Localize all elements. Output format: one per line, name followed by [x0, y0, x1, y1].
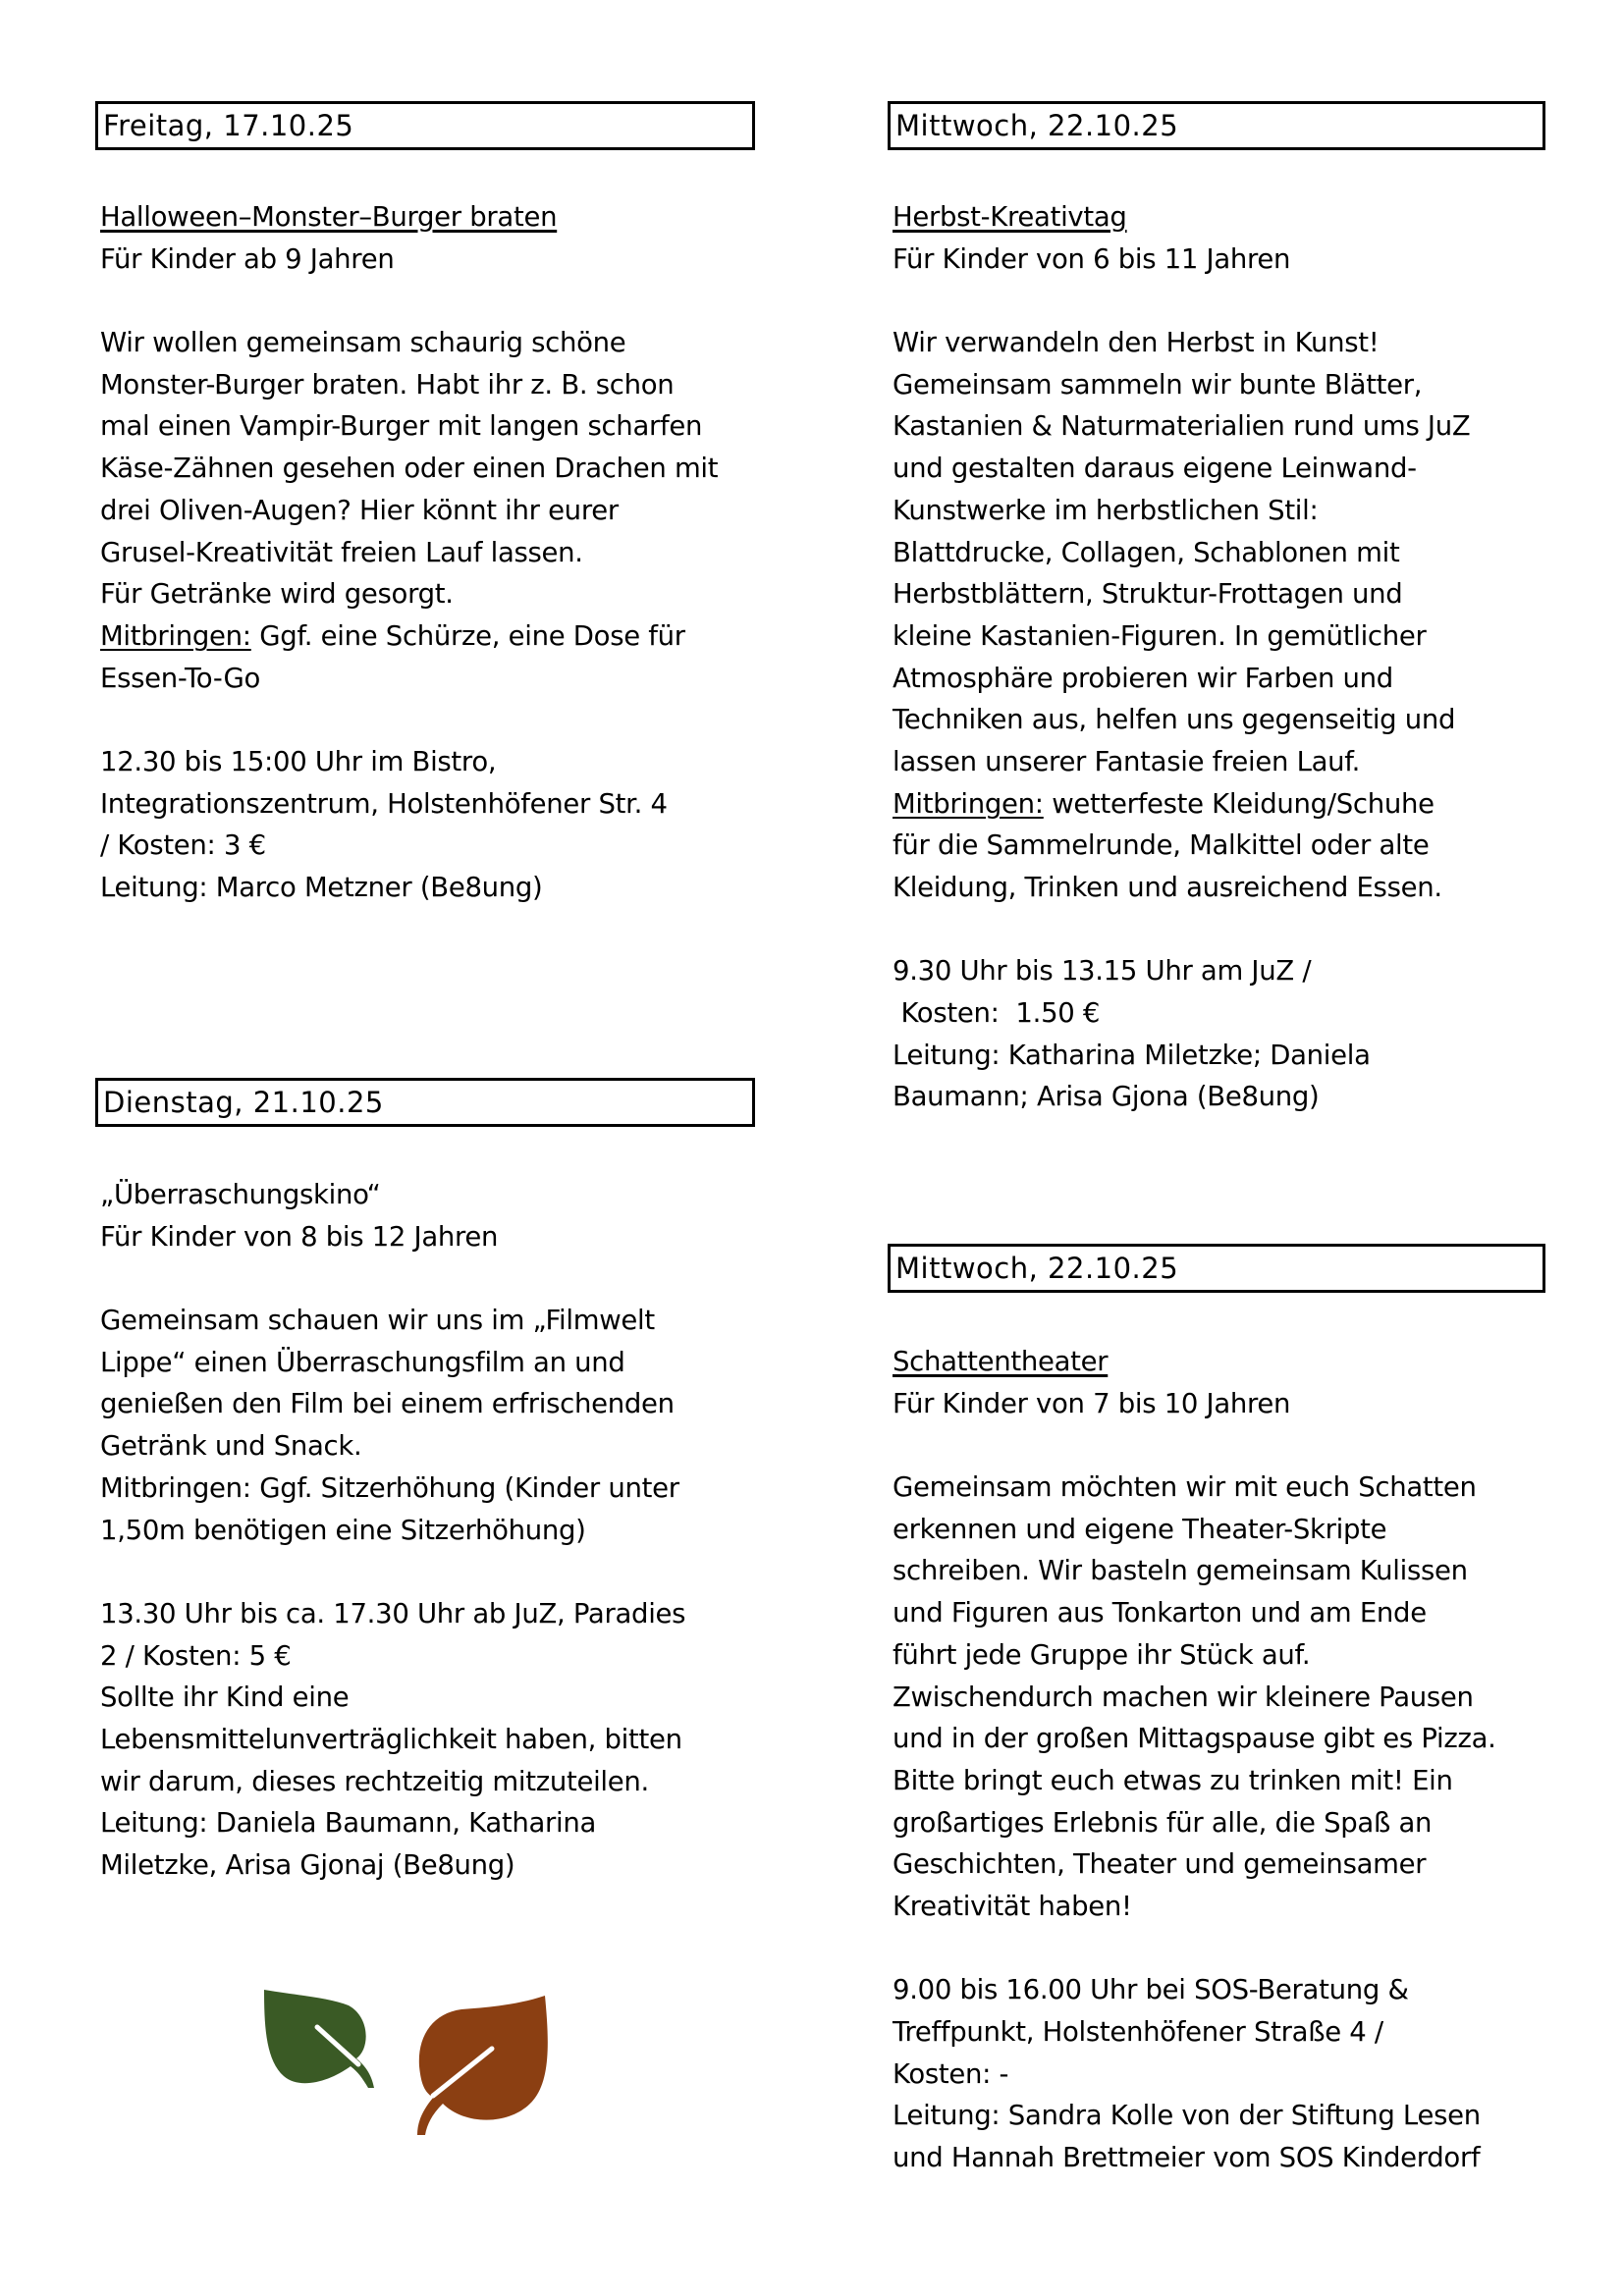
- detail-line: Lebensmittelunverträglichkeit haben, bitten: [100, 1723, 682, 1755]
- description-line: Zwischendurch machen wir kleinere Pausen: [893, 1681, 1474, 1713]
- event-herbst-kreativtag: [893, 196, 1545, 1118]
- event-age: Für Kinder ab 9 Jahren: [100, 242, 395, 275]
- detail-line: Leitung: Katharina Miletzke; Daniela: [893, 1039, 1371, 1071]
- event-title: Schattentheater: [893, 1346, 1109, 1377]
- event-date-box: [95, 101, 755, 150]
- event-title: „Überraschungskino“: [100, 1179, 381, 1210]
- description-line: Geschichten, Theater und gemeinsamer: [893, 1848, 1427, 1881]
- bring-label: Mitbringen:: [893, 787, 1044, 820]
- description-line: Gemeinsam sammeln wir bunte Blätter,: [893, 368, 1423, 400]
- bring-text: Kleidung, Trinken und ausreichend Essen.: [893, 872, 1442, 903]
- detail-line: Leitung: Sandra Kolle von der Stiftung Lesen: [893, 2100, 1481, 2132]
- description-line: drei Oliven-Augen? Hier könnt ihr eurer: [100, 494, 619, 526]
- detail-line: 13.30 Uhr bis ca. 17.30 Uhr ab JuZ, Paradies: [100, 1597, 686, 1629]
- description-line: Blattdrucke, Collagen, Schablonen mit: [893, 536, 1400, 568]
- detail-line: Sollte ihr Kind eine: [100, 1682, 350, 1714]
- description-line: Herbstblättern, Struktur-Frottagen und: [893, 578, 1403, 611]
- description-line: Monster-Burger braten. Habt ihr z. B. schon: [100, 368, 675, 400]
- leaf-icon-green: [264, 1990, 374, 2088]
- bring-text: Essen-To-Go: [100, 662, 261, 694]
- description-line: und Figuren aus Tonkarton und am Ende: [893, 1597, 1427, 1629]
- description-line: kleine Kastanien-Figuren. In gemütlicher: [893, 619, 1427, 652]
- detail-line: und Hannah Brettmeier vom SOS Kinderdorf: [893, 2142, 1481, 2174]
- description-line: Kreativität haben!: [893, 1890, 1132, 1922]
- description-line: Atmosphäre probieren wir Farben und: [893, 662, 1393, 694]
- leaves-decoration: [260, 1988, 555, 2145]
- bring-label: Mitbringen:: [100, 619, 251, 652]
- event-date-box: [888, 101, 1545, 150]
- description-line: schreiben. Wir basteln gemeinsam Kulissen: [893, 1555, 1468, 1587]
- description-line: großartiges Erlebnis für alle, die Spaß an: [893, 1806, 1433, 1839]
- bring-text: Ggf. eine Schürze, eine Dose für: [250, 619, 685, 652]
- description-line: Gemeinsam schauen wir uns im „Filmwelt: [100, 1305, 655, 1337]
- bring-text: für die Sammelrunde, Malkittel oder alte: [893, 829, 1430, 862]
- description-line: Grusel-Kreativität freien Lauf lassen.: [100, 536, 583, 568]
- detail-line: Kosten: 1.50 €: [893, 997, 1101, 1030]
- detail-line: / Kosten: 3 €: [100, 829, 266, 862]
- detail-line: 12.30 bis 15:00 Uhr im Bistro,: [100, 745, 497, 777]
- description-line: Kastanien & Naturmaterialien rund ums JuZ: [893, 410, 1471, 443]
- event-date: Freitag, 17.10.25: [103, 109, 354, 142]
- event-date: Dienstag, 21.10.25: [103, 1086, 384, 1119]
- detail-line: Integrationszentrum, Holstenhöfener Str. 4: [100, 787, 668, 820]
- description-line: und gestalten daraus eigene Leinwand-: [893, 453, 1417, 485]
- description-line: 1,50m benötigen eine Sitzerhöhung): [100, 1514, 586, 1546]
- event-date-box: [95, 1078, 755, 1127]
- detail-line: 9.00 bis 16.00 Uhr bei SOS-Beratung &: [893, 1974, 1409, 2006]
- description-line: Getränk und Snack.: [100, 1430, 362, 1463]
- description-line: Lippe“ einen Überraschungsfilm an und: [100, 1346, 625, 1378]
- description-line: und in der großen Mittagspause gibt es Pizza.: [893, 1723, 1496, 1755]
- description-line: Bitte bringt euch etwas zu trinken mit! Ein: [893, 1764, 1453, 1796]
- event-age: Für Kinder von 6 bis 11 Jahren: [893, 242, 1291, 275]
- detail-line: Leitung: Marco Metzner (Be8ung): [100, 872, 543, 903]
- event-schattentheater: [893, 1341, 1545, 2179]
- event-date: Mittwoch, 22.10.25: [895, 1252, 1179, 1285]
- description-line: Wir wollen gemeinsam schaurig schöne: [100, 327, 626, 359]
- event-title: Herbst-Kreativtag: [893, 201, 1127, 233]
- description-line: Mitbringen: Ggf. Sitzerhöhung (Kinder unter: [100, 1471, 679, 1504]
- detail-line: Treffpunkt, Holstenhöfener Straße 4 /: [893, 2016, 1383, 2048]
- description-line: Techniken aus, helfen uns gegenseitig und: [893, 704, 1456, 736]
- event-age: Für Kinder von 7 bis 10 Jahren: [893, 1387, 1291, 1419]
- detail-line: Leitung: Daniela Baumann, Katharina: [100, 1807, 597, 1840]
- description-line: lassen unserer Fantasie freien Lauf.: [893, 745, 1361, 777]
- event-halloween-burger: [100, 196, 755, 909]
- description-line: führt jede Gruppe ihr Stück auf.: [893, 1638, 1311, 1671]
- description-line: Kunstwerke im herbstlichen Stil:: [893, 494, 1319, 526]
- event-age: Für Kinder von 8 bis 12 Jahren: [100, 1220, 499, 1253]
- event-title: Halloween–Monster–Burger braten: [100, 201, 558, 233]
- event-ueberraschungskino: [100, 1174, 755, 1887]
- bring-text: wetterfeste Kleidung/Schuhe: [1043, 787, 1435, 820]
- detail-line: Kosten: -: [893, 2057, 1009, 2090]
- description-line: Wir verwandeln den Herbst in Kunst!: [893, 327, 1380, 359]
- detail-line: 2 / Kosten: 5 €: [100, 1639, 292, 1672]
- description-line: erkennen und eigene Theater-Skripte: [893, 1513, 1387, 1545]
- detail-line: wir darum, dieses rechtzeitig mitzuteilen.: [100, 1765, 649, 1797]
- description-line: Gemeinsam möchten wir mit euch Schatten: [893, 1471, 1477, 1504]
- description-line: Für Getränke wird gesorgt.: [100, 578, 454, 611]
- detail-line: Miletzke, Arisa Gjonaj (Be8ung): [100, 1849, 515, 1881]
- event-date: Mittwoch, 22.10.25: [895, 109, 1179, 142]
- detail-line: 9.30 Uhr bis 13.15 Uhr am JuZ /: [893, 955, 1312, 988]
- detail-line: Baumann; Arisa Gjona (Be8ung): [893, 1081, 1320, 1113]
- event-date-box: [888, 1244, 1545, 1293]
- leaf-icon-brown: [417, 1996, 548, 2135]
- description-line: genießen den Film bei einem erfrischenden: [100, 1388, 675, 1420]
- description-line: Käse-Zähnen gesehen oder einen Drachen mit: [100, 453, 719, 485]
- description-line: mal einen Vampir-Burger mit langen scharfen: [100, 410, 703, 443]
